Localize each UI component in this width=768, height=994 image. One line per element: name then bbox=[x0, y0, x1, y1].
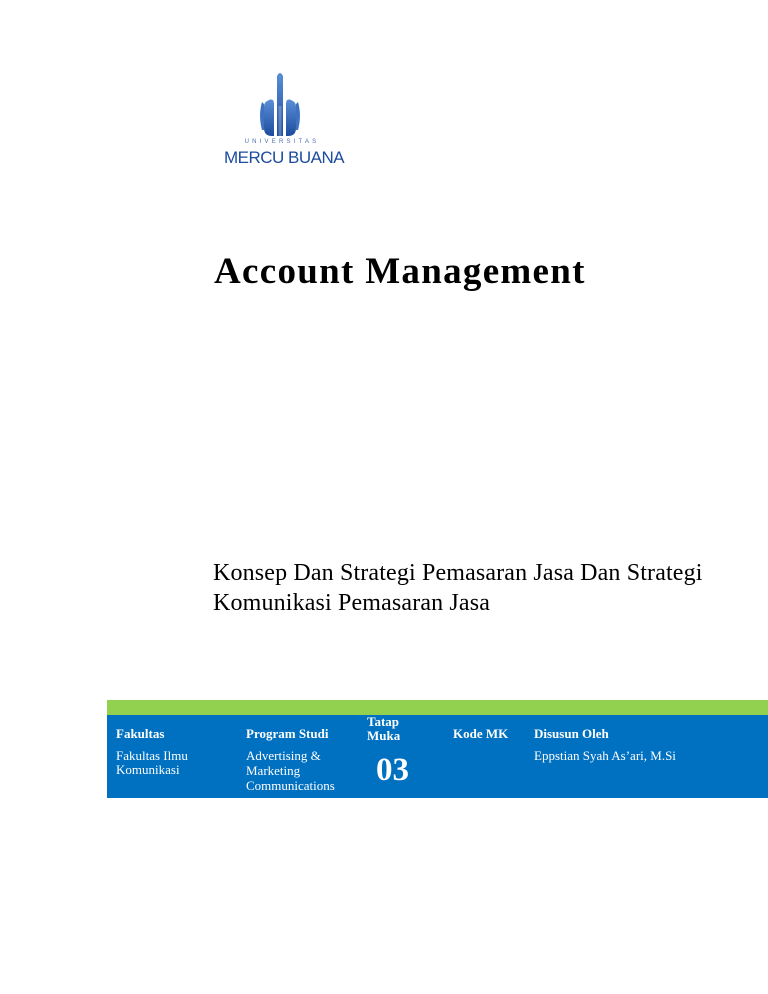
green-accent-bar bbox=[107, 700, 768, 715]
value-program-line1: Advertising & bbox=[246, 748, 321, 763]
document-title: Account Management bbox=[214, 251, 586, 292]
header-disusun-oleh: Disusun Oleh bbox=[534, 726, 609, 741]
value-tatap-muka: 03 bbox=[376, 752, 409, 788]
value-program-line3: Communications bbox=[246, 778, 335, 793]
logo-main-text: MERCU BUANA bbox=[223, 148, 345, 167]
university-logo bbox=[214, 66, 354, 178]
header-tatap-muka-line1: Tatap bbox=[367, 714, 400, 729]
header-tatap-muka-line2: Muka bbox=[367, 728, 401, 743]
logo-small-text: UNIVERSITAS bbox=[244, 139, 320, 145]
value-fakultas-line2: Komunikasi bbox=[116, 762, 180, 777]
value-fakultas-line1: Fakultas Ilmu bbox=[116, 748, 188, 763]
header-program-studi: Program Studi bbox=[246, 726, 329, 741]
header-fakultas: Fakultas bbox=[116, 726, 165, 741]
logo-emblem-icon bbox=[214, 66, 350, 142]
document-subtitle: Konsep Dan Strategi Pemasaran Jasa Dan Strategi Komunikasi Pemasaran Jasa bbox=[213, 560, 703, 616]
value-program-line2: Marketing bbox=[246, 763, 301, 778]
value-disusun-oleh: Eppstian Syah As’ari, M.Si bbox=[534, 748, 676, 763]
header-kode-mk: Kode MK bbox=[453, 726, 509, 741]
